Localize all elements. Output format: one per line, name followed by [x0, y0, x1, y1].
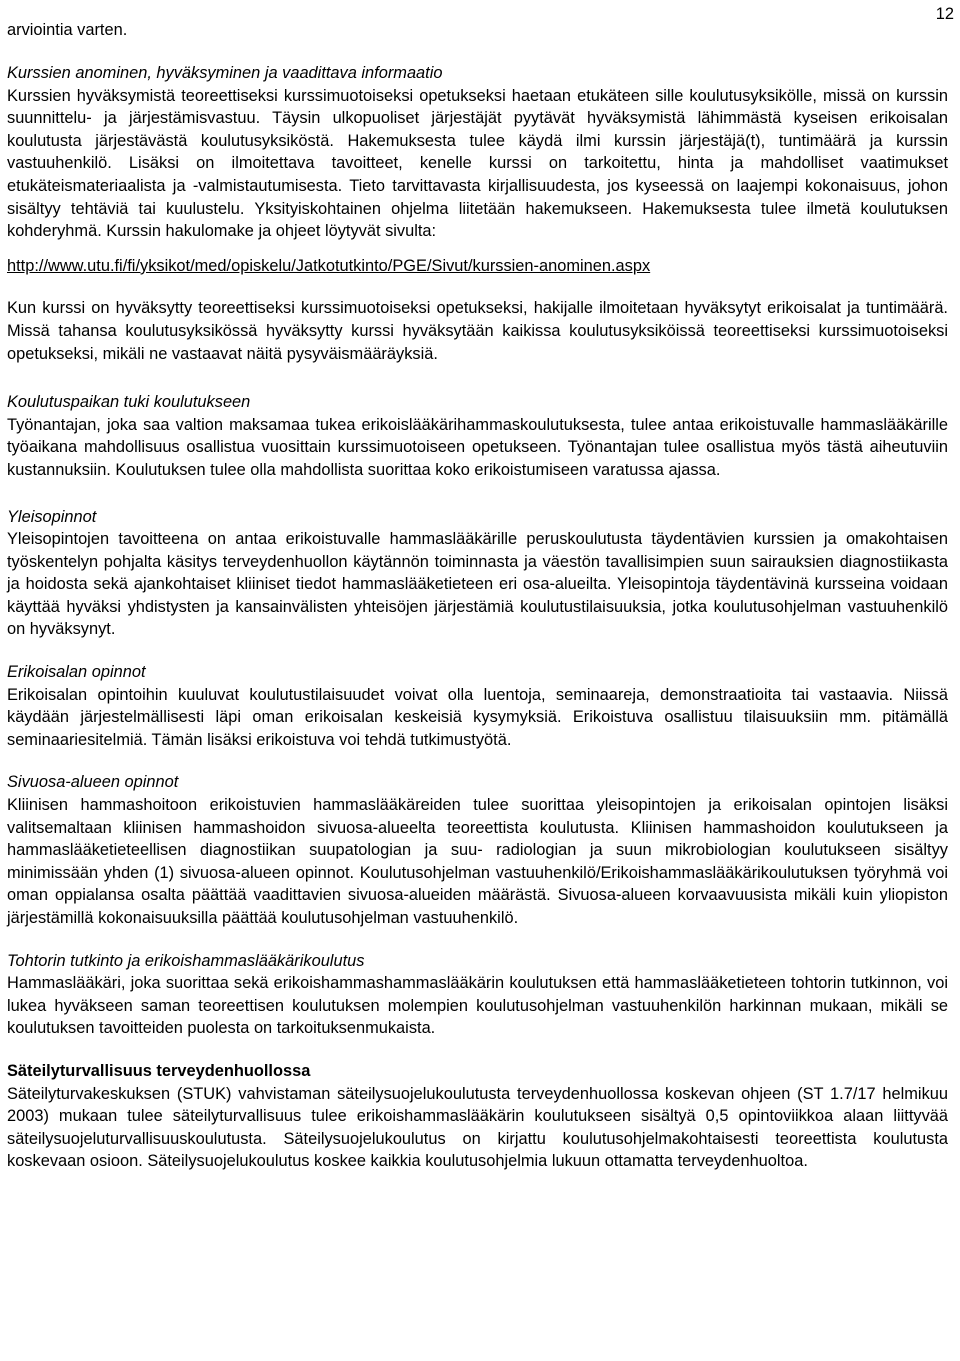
page-number: 12 — [935, 5, 954, 23]
paragraph: Työnantajan, joka saa valtion maksamaa tukea erikoislääkärihammaskoulutuksesta, tulee antaa erikoistuvalle hammaslääkärille työaikana mahdollisuus osallistua vuosittain kurssimuotoiseen opetukseen. Työnantajan tulee osallistua myös tästä aiheutuviin kustannuksiin. Koulutuksen tulee olla mahdollista suorittaa koko erikoistumiseen varatussa ajassa. — [7, 415, 948, 479]
section-heading: Yleisopinnot — [7, 507, 97, 526]
section-sub-area-studies — [7, 771, 948, 929]
course-application-link-line — [7, 255, 948, 278]
section-general-studies — [7, 506, 948, 642]
paragraph: Kun kurssi on hyväksytty teoreettiseksi kurssimuotoiseksi opetukseksi, hakijalle ilmoitetaan hyväksytyt erikoisalat ja tuntimäärä. Missä tahansa koulutusyksikössä hyväksytty kurssi hyväksytään kaikissa koulutusyksiköissä teoreettiseksi kurssimuotoiseksi opetukseksi, mikäli ne vastaavat näitä pysyväismääräyksiä. — [7, 299, 948, 363]
paragraph: Kurssien hyväksymistä teoreettiseksi kurssimuotoiseksi opetukseksi haetaan etukäteen sille koulutusyksikölle, missä on kurssin suunnittelu- ja järjestämisvastuu. Täysin ulkopuoliset järjestäjät pyytävät hyväksymistä lähimmästä kyseisen erikoisalan koulutusta järjestävästä koulutusyksiköstä. Hakemuksesta tulee käydä ilmi kurssin järjestäjä(t), tuntimäärä ja kurssin vastuuhenkilö. Lisäksi on ilmoitettava tavoitteet, kenelle kurssi on tarkoitettu, hinta ja mahdolliset vaatimukset etukäteismateriaalista ja -valmistautumisesta. Tieto tarvittavasta kirjallisuudesta, jos kyseessä on laajempi kokonaisuus, johon sisältyy tehtäviä tai kuulustelu. Yksityiskohtainen ohjelma liitetään hakemukseen. Hakemuksesta tulee ilmetä koulutuksen kohderyhmä. Kurssin hakulomake ja ohjeet löytyvät sivulta: — [7, 86, 948, 241]
section-training-support — [7, 391, 948, 481]
section-heading: Säteilyturvallisuus terveydenhuollossa — [7, 1061, 311, 1080]
section-heading: Tohtorin tutkinto ja erikoishammaslääkärikoulutus — [7, 951, 365, 970]
page-header — [7, 5, 954, 42]
section-heading: Koulutuspaikan tuki koulutukseen — [7, 393, 251, 412]
section-heading: Sivuosa-alueen opinnot — [7, 773, 179, 792]
paragraph: Säteilyturvakeskuksen (STUK) vahvistaman säteilysuojelukoulutusta terveydenhuollossa koskevan ohjeen (ST 1.7/17 helmikuu 2003) mukaan tulee säteilyturvallisuus tulee erikoishammaslääkärin koulutukseen sisältyä 0,5 opintoviikkoa alaan liittyvää säteilysuojeluturvallisuuskoulutusta. Säteilysuojelukoulutus on kirjattu koulutusohjelmakohtaisesti teoreettista koulutusta koskevaan osioon. Säteilysuojelukoulutus koskee kaikkia koulutusohjelmia lukuun ottamatta terveydenhuoltoa. — [7, 1084, 948, 1171]
section-specialty-studies — [7, 661, 948, 751]
continuation-text: arviointia varten. — [7, 21, 128, 39]
document-page — [7, 5, 954, 1173]
paragraph: Hammaslääkäri, joka suorittaa sekä erikoishammashammaslääkärin koulutuksen että hammaslääketieteen tohtorin tutkinnon, voi lukea hyväkseen saman teoreettisen koulutuksen molempien koulutusohjelman vastuuhenkilön harkinnan mukaan, mikäli se koulutuksen tavoitteiden puolesta on tarkoituksenmukaista. — [7, 974, 948, 1038]
section-heading: Erikoisalan opinnot — [7, 663, 146, 682]
paragraph: Yleisopintojen tavoitteena on antaa erikoistuvalle hammaslääkärille peruskoulutusta täydentävien kurssien ja omakohtaisen työskentelyn pohjalta käsitys terveydenhuollon käytännön toiminnasta ja väestön tavallisimpien suun sairauksien diagnostiikasta ja hoidosta sekä ajankohtaiset kliiniset tiedot hammaslääketieteen eri osa-alueilta. Yleisopintoja täydentävinä kursseina voidaan käyttää hyväksi yhdistysten ja kansainvälisten yhteisöjen järjestämiä koulutustilaisuuksia, jotka koulutusohjelman vastuuhenkilö on hyväksynyt. — [7, 530, 948, 639]
section-radiation-safety — [7, 1060, 948, 1173]
section-heading: Kurssien anominen, hyväksyminen ja vaadittava informaatio — [7, 64, 443, 82]
course-application-link[interactable]: http://www.utu.fi/fi/yksikot/med/opiskelu/Jatkotutkinto/PGE/Sivut/kurssien-anominen.aspx — [7, 256, 651, 275]
section-doctoral-degree — [7, 950, 948, 1040]
section-course-application — [7, 62, 948, 365]
paragraph: Kliinisen hammashoitoon erikoistuvien hammaslääkäreiden tulee suorittaa yleisopintojen ja erikoisalan opintojen lisäksi valitsemaltaan kliinisen hammashoidon sivuosa-alueelta teoreettista koulutusta. Kliinisen hammashoidon koulutukseen ja hammaslääketieteellisen diagnostiikan suupatologian ja suu- radiologian ja suun mikrobiologian koulutukseen sisältyy minimissään yhden (1) sivuosa-alueen opinnot. Koulutusohjelman vastuuhenkilö/Erikoishammaslääkärikoulutuksen työryhmä voi oman oppialansa osalta päättää vaadittavien sivuosa-alueiden määrästä. Sivuosa-alueen korvaavuusista mikäli kuin yliopiston järjestämillä kokonaisuuksilla päättää koulutusohjelman vastuuhenkilö. — [7, 796, 948, 927]
paragraph: Erikoisalan opintoihin kuuluvat koulutustilaisuudet voivat olla luentoja, seminaareja, demonstraatioita tai vastaavia. Niissä käydään järjestelmällisesti läpi oman erikoisalan keskeisiä kysymyksiä. Erikoistuva osallistuu tilaisuuksiin mm. pitämällä seminaariesitelmiä. Tämän lisäksi erikoistuva voi tehdä tutkimustyötä. — [7, 685, 948, 749]
